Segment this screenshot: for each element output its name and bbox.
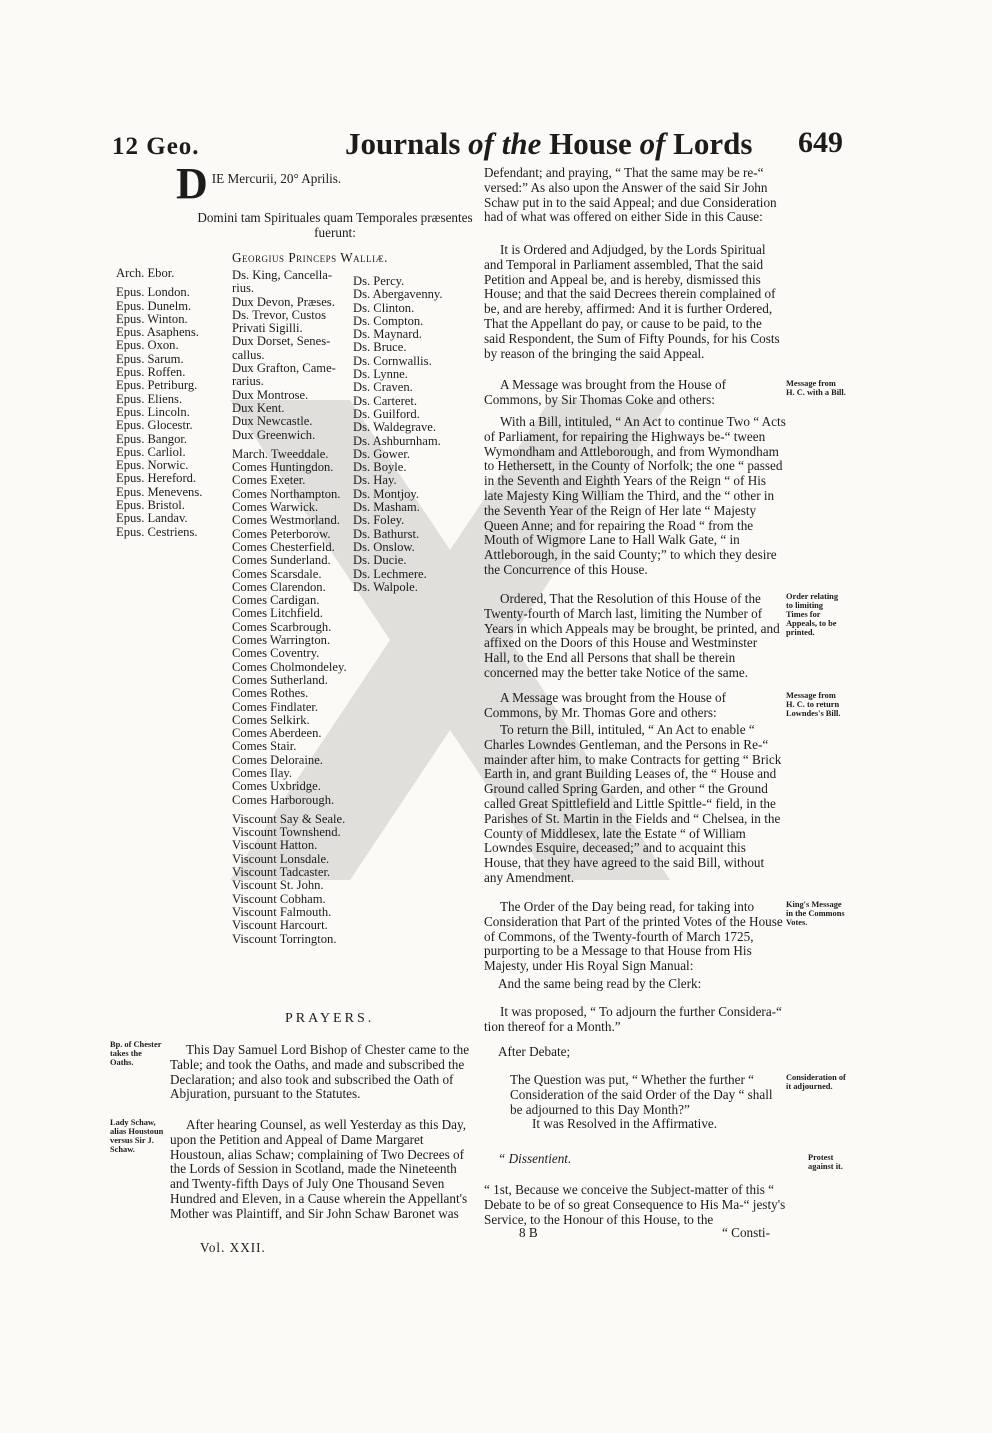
peer-entry: March. Tweeddale. [232, 446, 329, 461]
peer-entry: Epus. London. [116, 285, 190, 300]
peer-entry: Comes Cardigan. [232, 593, 320, 608]
peer-entry: Dux Newcastle. [232, 414, 313, 429]
peer-entry: Comes Findlater. [232, 699, 319, 714]
paragraph-order-adjudged: It is Ordered and Adjudged, by the Lords Spiritual and Temporal in Parliament assembled, That the said Petition and Appeal be, and is hereby, dismissed this House; and that the said Decrees therein complained of be, and are hereby, affirmed: And it is further Ordered, That the Appellant do pay, or cause to be paid, to the said Respondent, the Sum of Fifty Pounds, for his Costs by reason of the bringing the said Appeal. [484, 242, 780, 361]
peer-entry: rius. [232, 281, 255, 296]
lords-temporal-list [232, 269, 347, 946]
peer-entry: Ds. Lechmere. [353, 566, 427, 581]
peer-entry: Viscount Harcourt. [232, 918, 328, 933]
peer-entry: Ds. King, Cancella- [232, 268, 333, 282]
paragraph-protest-first: “ 1st, Because we conceive the Subject-matter of this “ Debate to be of so great Consequence to His Ma-“ jesty's Service, to the Honour of this House, to the [484, 1182, 786, 1227]
peer-entry: Comes Cholmondeley. [232, 659, 347, 674]
peer-entry: Ds. Walpole. [353, 579, 418, 594]
peer-entry: Comes Harborough. [232, 792, 335, 807]
peer-entry: Comes Huntingdon. [232, 460, 334, 475]
page-number: 649 [798, 126, 843, 159]
peer-entry: Epus. Lincoln. [116, 404, 190, 419]
margin-note-bishop-oaths: Bp. of Chester takes the Oaths. [110, 1040, 162, 1067]
peer-entry: Viscount Say & Seale. [232, 811, 346, 826]
peer-entry: Ds. Bruce. [353, 340, 407, 355]
paragraph-order-resolution: Ordered, That the Resolution of this House of the Twenty-fourth of March last, limiting the Number of Years in which Appeals may be brought, be printed, and affixed on the Doors of this House and Westminster Hall, to the End all Persons that shall be therein concerned may the better take Notice of the same. [484, 591, 780, 680]
peer-entry: Ds. Ducie. [353, 553, 407, 568]
title-house: House [549, 126, 632, 161]
peer-entry: Epus. Menevens. [116, 484, 203, 499]
peer-entry: Comes Deloraine. [232, 752, 323, 767]
margin-note-schaw-appeal: Lady Schaw, alias Houstoun versus Sir J. Schaw. [110, 1118, 164, 1154]
lords-spiritual-list [116, 267, 202, 539]
peer-entry: Ds. Percy. [353, 274, 405, 288]
peer-entry: Comes Coventry. [232, 646, 320, 661]
peer-entry: Epus. Landav. [116, 511, 188, 526]
running-head-left: 12 Geo. [112, 133, 200, 160]
peer-entry: Ds. Foley. [353, 513, 405, 528]
peer-entry: Ds. Cornwallis. [353, 353, 432, 368]
peer-entry: callus. [232, 347, 265, 362]
attendance-heading: Domini tam Spirituales quam Temporales præsentes fuerunt: [197, 210, 473, 240]
signature-mark: 8 B [519, 1225, 538, 1240]
paragraph-bishop-oaths: This Day Samuel Lord Bishop of Chester came to the Table; and took the Oaths, and made and subscribed the Declaration; and also took and subscribed the Oath of Abjuration, pursuant to the Statutes. [170, 1042, 470, 1102]
date-line: D IE Mercurii, 20° Aprilis. [176, 159, 342, 208]
peer-entry: Comes Sutherland. [232, 672, 328, 687]
peer-entry: Ds. Onslow. [353, 539, 415, 554]
paragraph-message-coke: A Message was brought from the House of Commons, by Sir Thomas Coke and others: [484, 377, 726, 407]
paragraph-after-debate: After Debate; [498, 1044, 571, 1059]
title-of-2: of [639, 126, 666, 161]
peer-entry: Viscount Lonsdale. [232, 851, 330, 866]
peer-entry: Epus. Asaphens. [116, 325, 199, 340]
peer-entry: Epus. Bristol. [116, 498, 185, 513]
peer-entry: Epus. Dunelm. [116, 298, 192, 313]
margin-note-lowndes: Message from H. C. to return Lowndes's Bill. [786, 691, 841, 718]
peer-entry: Ds. Hay. [353, 473, 397, 488]
paragraph-proposed: It was proposed, “ To adjourn the further Considera-“ tion thereof for a Month.” [484, 1004, 782, 1034]
paragraph-read-by-clerk: And the same being read by the Clerk: [498, 976, 702, 991]
peer-entry: Epus. Petriburg. [116, 378, 198, 393]
margin-note-adjourned: Consideration of it adjourned. [786, 1073, 846, 1091]
peer-entry: Comes Scarbrough. [232, 619, 332, 634]
running-head-title [345, 126, 752, 162]
peer-entry: Viscount Falmouth. [232, 904, 332, 919]
peer-entry: Epus. Roffen. [116, 365, 186, 380]
paragraph-message-gore: A Message was brought from the House of Commons, by Mr. Thomas Gore and others: [484, 690, 726, 720]
peer-entry: Ds. Maynard. [353, 327, 422, 342]
peer-entry: Ds. Abergavenny. [353, 287, 443, 302]
peer-entry: Epus. Carliol. [116, 444, 186, 459]
peer-entry: Ds. Montjoy. [353, 486, 420, 501]
peer-entry: Ds. Carteret. [353, 393, 417, 408]
peer-entry: Epus. Glocestr. [116, 418, 193, 433]
peer-entry: Comes Stair. [232, 739, 297, 754]
peer-entry: Epus. Cestriens. [116, 524, 198, 539]
peer-entry: Epus. Sarum. [116, 351, 184, 366]
peer-entry: Comes Westmorland. [232, 513, 340, 528]
paragraph-schaw-appeal: After hearing Counsel, as well Yesterday as this Day, upon the Petition and Appeal of Dame Margaret Houstoun, alias Schaw; complaining of Two Decrees of the Lords of Session in Scotland, made the Nineteenth and Twenty-fifth Days of July One Thousand Seven Hundred and Eleven, in a Cause wherein the Appellant's Mother was Plaintiff, and Sir John Schaw Baronet was [170, 1117, 468, 1221]
peer-entry: Ds. Masham. [353, 500, 420, 515]
peer-entry: Epus. Bangor. [116, 431, 188, 446]
peer-entry: Comes Selkirk. [232, 712, 310, 727]
peer-entry: Ds. Waldegrave. [353, 420, 437, 435]
title-journals: Journals [345, 126, 461, 161]
peer-entry: Dux Kent. [232, 400, 285, 415]
peer-entry: Ds. Lynne. [353, 367, 408, 382]
paragraph-defendant: Defendant; and praying, “ That the same may be re-“ versed:” As also upon the Answer of the said Sir John Schaw put in to the said Appeal; and due Consideration had of what was offered on either Side in this Cause: [484, 165, 777, 225]
prince-line: Georgius Princeps Walliæ. [232, 250, 388, 265]
peer-entry: Comes Peterborow. [232, 526, 331, 541]
dissentient-heading: “ Dissentient. [498, 1151, 572, 1166]
peer-entry: Dux Devon, Præses. [232, 294, 335, 309]
title-the: the [501, 126, 542, 161]
peer-entry: Ds. Boyle. [353, 460, 407, 475]
peer-entry: Dux Montrose. [232, 387, 309, 402]
peer-entry: Comes Warrington. [232, 633, 331, 648]
catchword: “ Consti- [722, 1225, 770, 1240]
peer-entry: Dux Dorset, Senes- [232, 334, 331, 349]
paragraph-question: The Question was put, “ Whether the further “ Consideration of the said Order of the Day “ shall be adjourned to this Day Month?” [510, 1072, 773, 1117]
peer-entry: Ds. Clinton. [353, 300, 415, 315]
peer-entry: Epus. Norwic. [116, 458, 189, 473]
peer-entry: Ds. Ashburnham. [353, 433, 441, 448]
peer-entry: Comes Rothes. [232, 686, 309, 701]
title-of: of [468, 126, 494, 161]
peer-entry: Dux Grafton, Came- [232, 361, 336, 376]
peer-entry: Ds. Trevor, Custos [232, 307, 326, 322]
volume-mark: Vol. XXII. [200, 1240, 266, 1255]
peer-entry: Epus. Eliens. [116, 391, 183, 406]
peer-entry: Comes Scarsdale. [232, 566, 322, 581]
peer-entry: Epus. Hereford. [116, 471, 197, 486]
peer-entry: Comes Litchfield. [232, 606, 323, 621]
margin-note-kings-message: King's Message in the Commons Votes. [786, 900, 845, 927]
peer-entry: Comes Warwick. [232, 500, 319, 515]
peer-entry: Viscount Cobham. [232, 891, 326, 906]
peer-entry: Ds. Bathurst. [353, 526, 420, 541]
peer-entry: Comes Ilay. [232, 765, 293, 780]
peer-entry: Comes Aberdeen. [232, 726, 322, 741]
peer-entry: Dux Greenwich. [232, 427, 316, 442]
prayers-heading: PRAYERS. [285, 1011, 375, 1026]
peer-entry: Epus. Winton. [116, 311, 188, 326]
peer-entry: Comes Chesterfield. [232, 539, 335, 554]
peer-entry: Arch. Ebor. [116, 266, 175, 280]
peer-entry: Viscount Tadcaster. [232, 865, 331, 880]
paragraph-order-of-day: The Order of the Day being read, for taking into Consideration that Part of the printed Votes of the House of Commons, of the Twenty-fourth of March 1725, purporting to be a Message to that House from His Majesty, under His Royal Sign Manual: [484, 899, 783, 974]
peer-entry: Viscount Hatton. [232, 838, 318, 853]
drop-cap: D [176, 159, 208, 208]
peer-entry: Viscount Torrington. [232, 931, 337, 946]
peer-entry: Viscount St. John. [232, 878, 324, 893]
margin-note-order-appeals: Order relating to limiting Times for Appeals, to be printed. [786, 592, 839, 637]
peer-entry: Epus. Oxon. [116, 338, 179, 353]
peer-entry: Comes Sunderland. [232, 553, 331, 568]
peer-entry: rarius. [232, 374, 264, 389]
peer-entry: Ds. Guilford. [353, 406, 420, 421]
peer-entry: Privati Sigilli. [232, 321, 303, 336]
paragraph-lowndes-bill: To return the Bill, intituled, “ An Act to enable “ Charles Lowndes Gentleman, and the Persons in Re-“ mainder after him, to make Contracts for getting “ Brick Earth in, and grant Building Leases of, the “ House and Ground called Spring Garden, and other “ the Ground called Great Spittlefield and Little Spittle-“ field, in the Parishes of St. Martin in the Fields and “ Chelsea, in the County of Middlesex, late the Estate “ of William Lowndes Esquire, deceased;” and to acquaint this House, that they have agreed to the said Bill, without any Amendment. [484, 722, 782, 885]
peer-entry: Viscount Townshend. [232, 825, 341, 840]
barons-list [353, 275, 443, 594]
paragraph-highways-bill: With a Bill, intituled, “ An Act to continue Two “ Acts of Parliament, for repairing the Highways be-“ tween Wymondham and Attleborough, and from Wymondham to Hethersett, in the County of Norfolk; the one “ passed in the Seventh and Eighth Years of the Reign “ of His late Majesty King William the Third, and the “ other in the Seventh Year of the Reign of Her late “ Majesty Queen Anne; and for repairing the Road “ from the Mouth of Wigmore Lane to Hall Walk Gate, “ in Attleborough, in the said County;” to which they desire the Concurrence of this House. [484, 414, 786, 577]
margin-note-protest: Protest against it. [808, 1153, 843, 1171]
paragraph-resolved: It was Resolved in the Affirmative. [532, 1116, 718, 1131]
title-lords: Lords [673, 126, 753, 161]
peer-entry: Comes Uxbridge. [232, 779, 321, 794]
peer-entry: Ds. Compton. [353, 313, 424, 328]
peer-entry: Ds. Gower. [353, 446, 411, 461]
peer-entry: Comes Northampton. [232, 486, 341, 501]
peer-entry: Comes Exeter. [232, 473, 306, 488]
peer-entry: Comes Clarendon. [232, 579, 326, 594]
margin-note-message-bill: Message from H. C. with a Bill. [786, 379, 846, 397]
peer-entry: Ds. Craven. [353, 380, 413, 395]
